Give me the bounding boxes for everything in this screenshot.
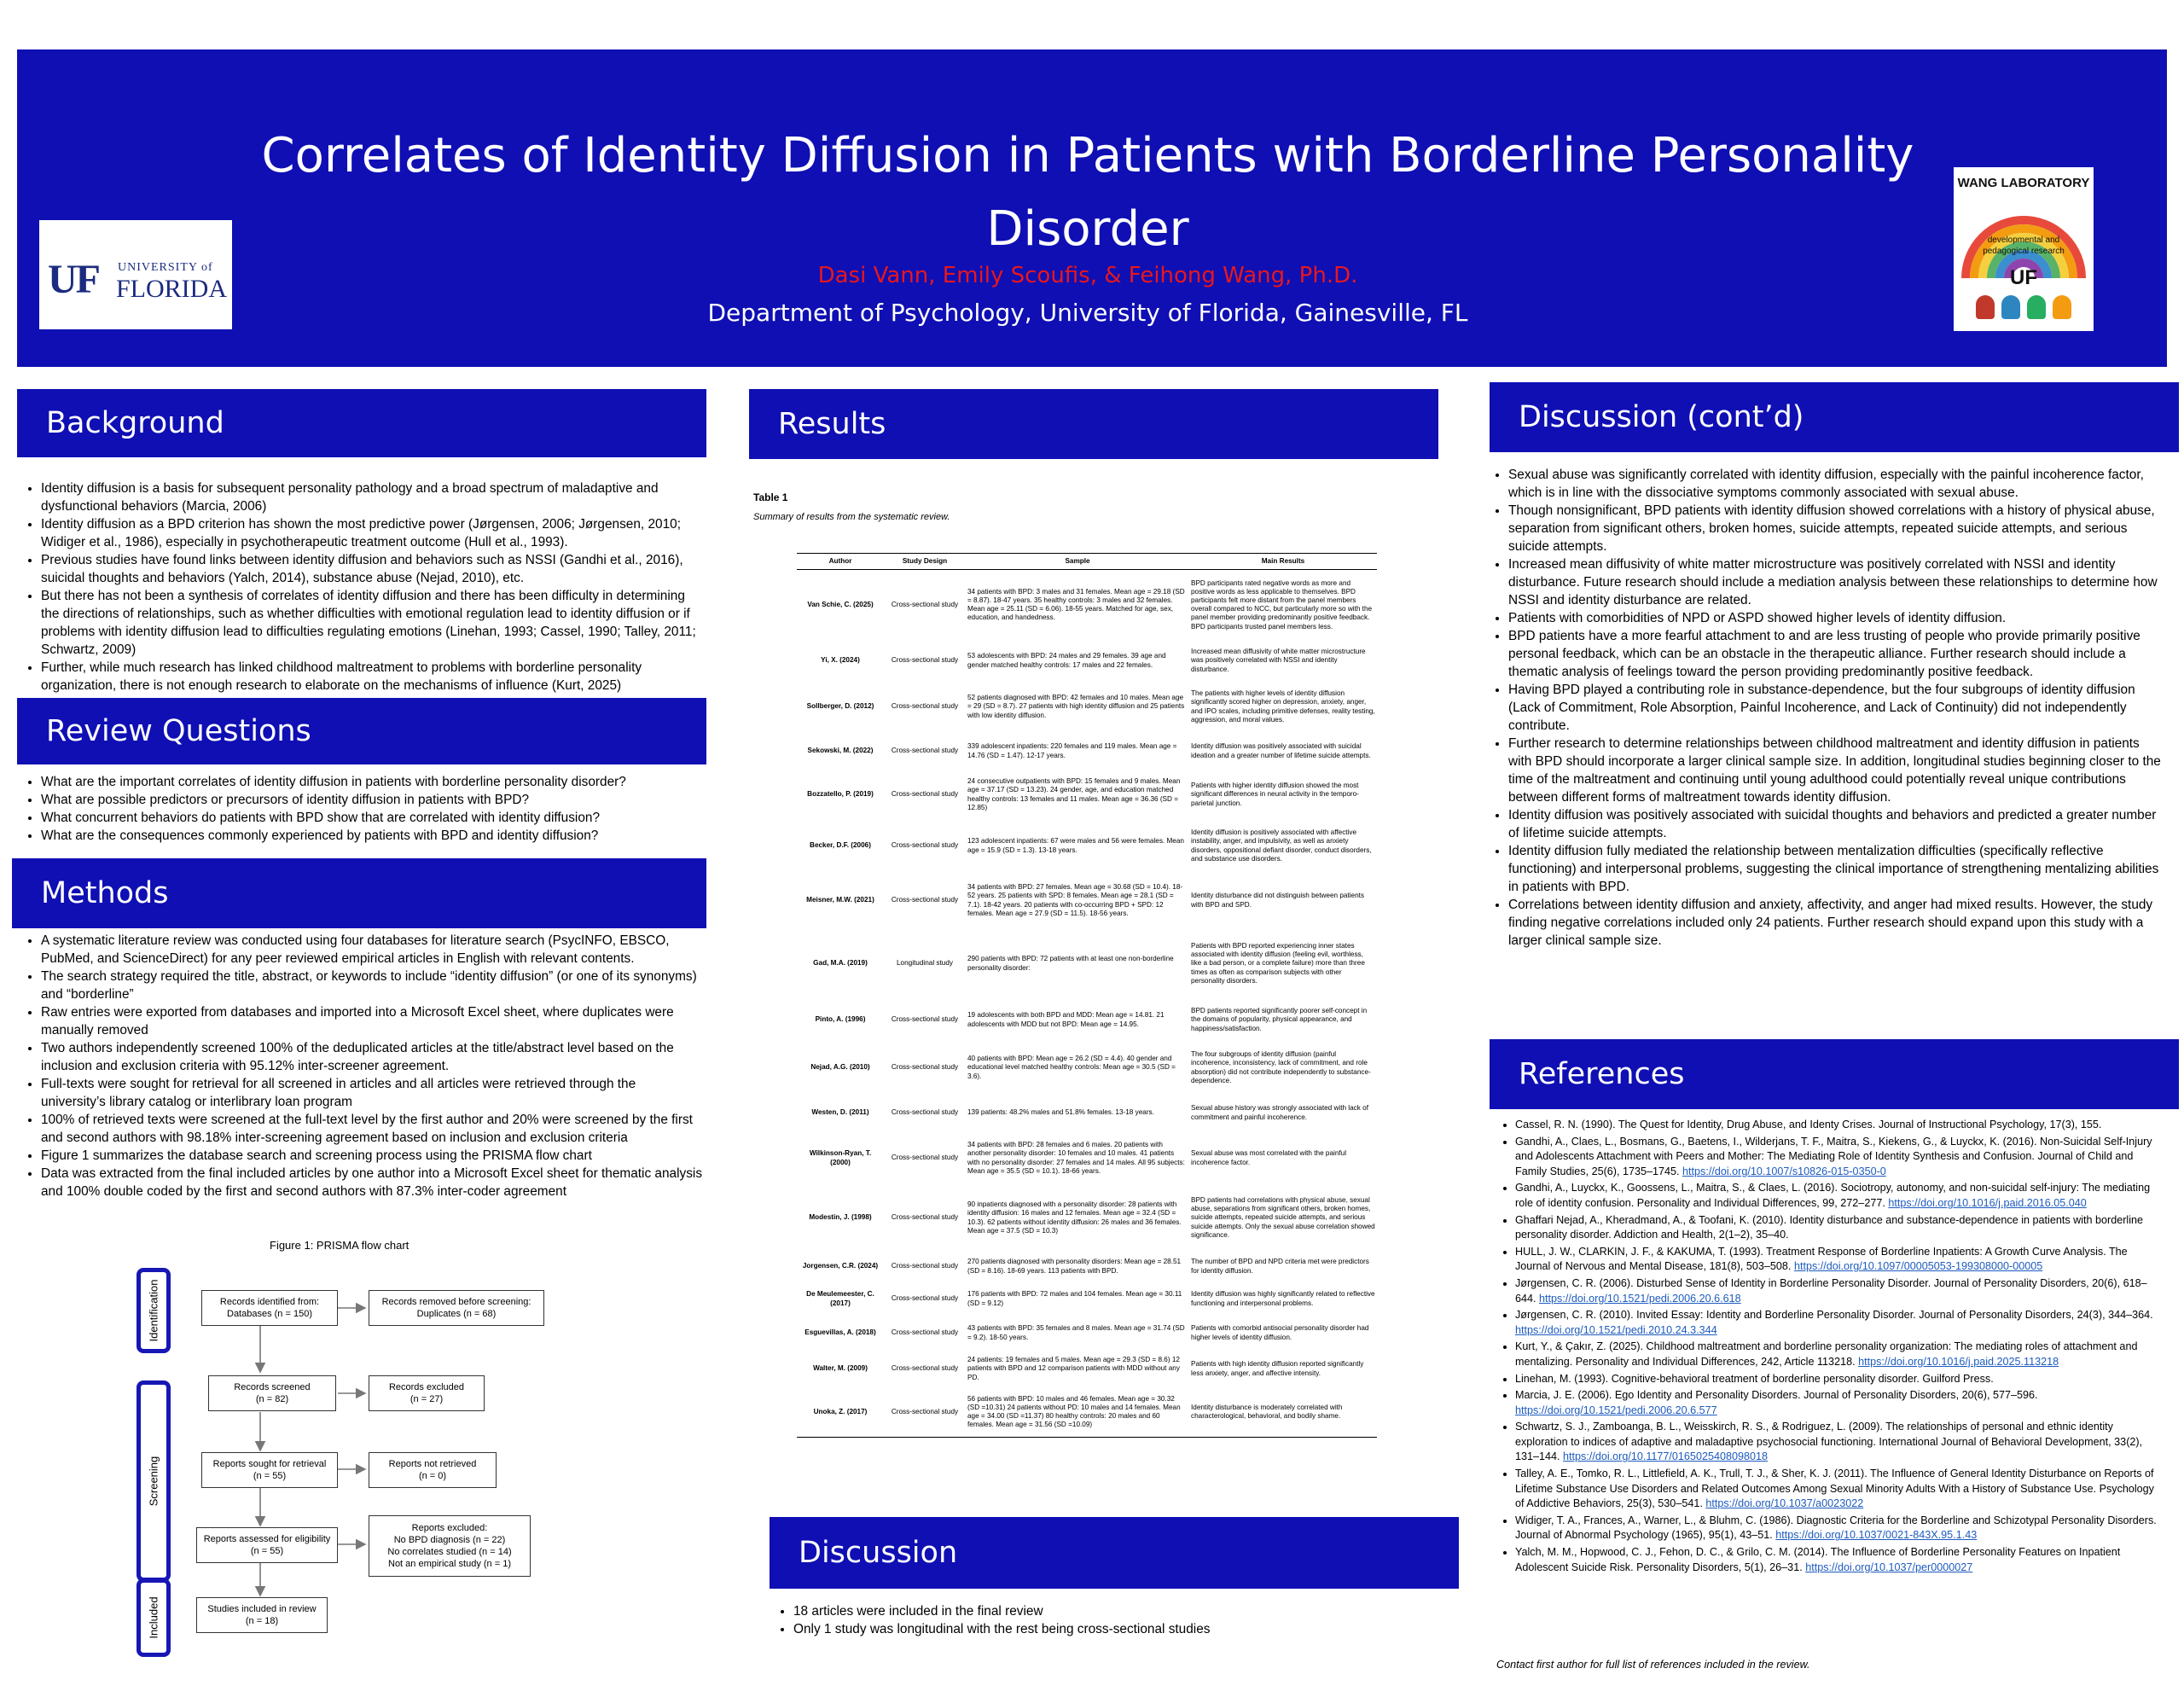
review-questions-title: Review Questions [46,714,311,748]
prisma-reports-not-retrieved: Reports not retrieved (n = 0) [369,1452,497,1488]
table-row: Westen, D. (2011) Cross-sectional study 139 patients: 48.2% males and 51.8% females. 13-18 years. Sexual abuse history was strongly associated with lack of commitment and painful incoherence. [811,1104,1368,1121]
table-row: Wilkinson-Ryan, T. (2000) Cross-sectional study 34 patients with BPD: 28 females and 6 males. 20 patients with another personality disorder: 10 females and 10 males. 41 patients with no personality disorder: 27 females and 14 males. All 95 subjects: Mean age = 35.5 (SD = 10.1). 18-66 years. Sexual abuse was most correlated with the painful incoherence factor. [809,1141,1347,1175]
table-header-row [797,554,1377,570]
reference-item: • Schwartz, S. J., Zamboanga, B. L., Weisskirch, R. S., & Rodriguez, L. (2009). The relationships of personal and ethnic identity exploration to indices of adaptive and maladaptive psychosocial functioning. International Journal of Behavioral Development, 33(2), 131–144. https://doi.org/10.1177/0165025408098018 [1515,1420,2157,1465]
list-item: • Two authors independently screened 100% of the deduplicated articles at the title/abstract level based on the inclusion and exclusion criteria with 95.12% inter-screener agreement. [41,1039,703,1075]
table-row: De Meulemeester, C. (2017) Cross-sectional study 176 patients with BPD: 72 males and 104 females. Mean age = 30.11 (SD = 9.12) Identity diffusion was highly significantly related to reflective functioning and interpersonal problems. [806,1290,1375,1307]
list-item: • Identity diffusion is a basis for subsequent personality pathology and a broad spectrum of maladaptive and dysfunctional behaviors (Marcia, 2006) [41,480,703,515]
reference-item: • Cassel, R. N. (1990). The Quest for Identity, Drug Abuse, and Identy Crises. Journal of Instructional Psychology, 17(3), 155. [1515,1118,2157,1133]
discussion-cont-body [1488,466,2162,950]
background-body [20,480,703,698]
reference-item: • Kurt, Y., & Çakır, Z. (2025). Childhood maltreatment and borderline personality organization: The mediating roles of attachment and mentalizing. Personality and Individual Differences, 242, Article 113218. https://doi.org/10.1016/j.paid.2025.113218 [1515,1340,2157,1369]
reference-item: • Linehan, M. (1993). Cognitive-behavioral treatment of borderline personality disorder. Guilford Press. [1515,1372,2157,1387]
doi-link[interactable]: https://doi.org/10.1037/per0000027 [1805,1561,1973,1573]
references-body [1495,1118,2157,1577]
list-item: • Sexual abuse was significantly correlated with identity diffusion, especially with the painful incoherence factor, which is in line with the dissociative symptoms commonly associated with sexual abuse. [1508,466,2162,502]
list-item: • Identity diffusion as a BPD criterion has shown the most predictive power (Jørgensen, 2006; Jørgensen, 2010; Widiger et al., 1986), especially in psychotherapeutic treatment outcome (Hull et al., 1993). [41,515,703,551]
table-row: Nejad, A.G. (2010) Cross-sectional study 40 patients with BPD: Mean age = 26.2 (SD = 4.4). 40 gender and educational level matched healthy controls: Mean age = 30.5 (SD = 3.6). The four subgroups of identity diffusion (painful incoherence, inconsistency, lack of commitment, and role absorption) did not contribute independently to substance-dependence. [810,1050,1371,1084]
poster-affiliation: Department of Psychology, University of Florida, Gainesville, FL [707,299,1468,327]
table-row: Modestin, J. (1998) Cross-sectional study 90 inpatients diagnosed with a personality disorder: 28 patients with identity diffusion: 16 males and 12 females. Mean age = 32.4 (SD = 10.3). 62 patients without identity diffusion: 26 males and 36 females. Mean age = 37.5 (SD = 10.3) BPD patients had correlations with physical abuse, sexual abuse, separations from significant others, broken homes, suicide attempts, repeated suicide attempts, and serious suicide attempts. Only the sexual abuse correlation showed significance. [809,1195,1375,1239]
results-title: Results [778,407,886,441]
results-table-body [797,570,1377,1438]
table-row: Becker, D.F. (2006) Cross-sectional study 123 adolescent inpatients: 67 were males and 56 were females. Mean age = 15.9 (SD = 1.3). 13-18 years. Identity diffusion is positively associated with affective instability, anger, and impulsivity, as well as anxiety disorders, oppositional defiant disorder, conduct disorders, and substance use disorders. [810,828,1372,863]
reference-item: • Gandhi, A., Claes, L., Bosmans, G., Baetens, I., Wilderjans, T. F., Maitra, S., Kiekens, G., & Luyckx, K. (2016). Non-Suicidal Self-Injury and Adolescents Attachment with Peers and Mother: The Mediating Role of Identity Synthesis and Confusion. Journal of Child and Family Studies, 25(6), 1735–1745. https://doi.org/10.1007/s10826-015-0350-0 [1515,1135,2157,1180]
background-header [17,389,706,457]
column-header: Study Design [884,554,966,570]
doi-link[interactable]: https://doi.org/10.1097/00005053-199308000-00005 [1793,1260,2043,1273]
reference-item: • Talley, A. E., Tomko, R. L., Littlefield, A. K., Trull, T. J., & Sher, K. J. (2011). The Influence of General Identity Disturbance on Reports of Lifetime Substance Use Disorders and Related Outcomes Among Sexual Minority Adults With a History of Substance Use. Psychology of Addictive Behaviors, 25(3), 530–541. https://doi.org/10.1037/a0023022 [1515,1467,2157,1512]
list-item: • Further, while much research has linked childhood maltreatment to problems with borderline personality organization, there is not enough research to elaborate on the mechanisms of influence (Kurt, 2025) [41,659,703,695]
column-header: Main Results [1189,554,1377,570]
table-row: Van Schie, C. (2025) Cross-sectional study 34 patients with BPD: 3 males and 31 females. Mean age = 29.18 (SD = 8.87). 18-47 years. 35 healthy controls: 3 males and 32 females. Mean age = 25.11 (SD = 6.06). 18-55 years. Matched for age, sex, education, and handedness. BPD participants rated negative words as more and positive words as less applicable to themselves. BPD participants felt more distant from the panel members overall compared to NCC, but particularly more so with the panel member providing predominantly positive feedback. BPD participants trusted panel members less. [807,578,1373,631]
children-icon [1976,295,2071,321]
poster-authors: Dasi Vann, Emily Scoufis, & Feihong Wang, Ph.D. [817,263,1358,288]
reference-item: • Marcia, J. E. (2006). Ego Identity and Personality Disorders. Journal of Personality Disorders, 20(6), 577–596. https://doi.org/10.1521/pedi.2006.20.6.577 [1515,1388,2157,1418]
reference-item: • Widiger, T. A., Frances, A., Warner, L., & Bluhm, C. (1986). Diagnostic Criteria for the Borderline and Schizotypal Personality Disorders. Journal of Abnormal Psychology (1965), 95(1), 43–51. https://doi.org/10.1037/0021-843X.95.1.43 [1515,1514,2157,1543]
reference-item: • HULL, J. W., CLARKIN, J. F., & KAKUMA, T. (1993). Treatment Response of Borderline Inpatients: A Growth Curve Analysis. The Journal of Nervous and Mental Disease, 181(8), 503–508. https://doi.org/10.1097/00005053-199308000-00005 [1515,1245,2157,1275]
references-title: References [1519,1057,1685,1091]
doi-link[interactable]: https://doi.org/10.1037/a0023022 [1705,1497,1864,1510]
doi-link[interactable]: https://doi.org/10.1521/pedi.2006.20.6.618 [1539,1292,1741,1305]
column-header: Sample [966,554,1189,570]
discussion-cont-list [1488,466,2162,950]
prisma-records-identified: Records identified from: Databases (n = 150) [201,1290,338,1326]
list-item: • BPD patients have a more fearful attachment to and are less trusting of people who provide primarily positive personal feedback, which can be an obstacle in the therapeutic alliance. Further research should include a thematic analysis of feelings toward the person providing predominantly positive feedback. [1508,627,2162,681]
list-item: • What are the important correlates of identity diffusion in patients with borderline personality disorder? [41,773,703,791]
list-item: • What concurrent behaviors do patients with BPD show that are correlated with identity diffusion? [41,809,703,827]
doi-link[interactable]: https://doi.org/10.1016/j.paid.2016.05.040 [1888,1196,2087,1209]
background-title: Background [46,406,224,440]
prisma-studies-included: Studies included in review (n = 18) [196,1597,328,1633]
methods-title: Methods [41,876,169,910]
list-item: • A systematic literature review was conducted using four databases for literature search (PsycINFO, EBSCO, PubMed, and ScienceDirect) for any peer reviewed empirical articles in English with relevant contents. [41,932,703,968]
table-caption: Summary of results from the systematic review. [753,512,950,522]
list-item: • Identity diffusion was positively associated with suicidal thoughts and behaviors and predicted a greater number of lifetime suicide attempts. [1508,806,2162,842]
review-questions-header [17,698,706,764]
doi-link[interactable]: https://doi.org/10.1016/j.paid.2025.113218 [1858,1355,2059,1368]
prisma-reports-assessed: Reports assessed for eligibility (n = 55) [196,1527,338,1563]
discussion-title: Discussion [799,1536,958,1570]
table-row: Sekowski, M. (2022) Cross-sectional study 339 adolescent inpatients: 220 females and 119 males. Mean age = 14.76 (SD = 1.47). 12-17 years. Identity diffusion was positively associated with suicidal ideation and a greater number of lifetime suicide attempts. [807,742,1371,759]
table-row: Walter, M. (2009) Cross-sectional study 24 patients: 19 females and 5 males. Mean age = 29.3 (SD = 8.6) 12 patients with BPD and 12 comparison patients with MDD without any PD. Patients with high identity diffusion reported significantly less anxiety, anger, and affective intensity. [813,1356,1364,1381]
prisma-reports-sought: Reports sought for retrieval (n = 55) [201,1452,338,1488]
references-footer: Contact first author for full list of references included in the review. [1496,1659,1810,1671]
reference-item: • Gandhi, A., Luyckx, K., Goossens, L., Maitra, S., & Claes, L. (2016). Sociotropy, autonomy, and non-suicidal self-injury: The mediating role of identity confusion. Personality and Individual Differences, 99, 272–277. https://doi.org/10.1016/j.paid.2016.05.040 [1515,1181,2157,1211]
list-item: • What are the consequences commonly experienced by patients with BPD and identity diffusion? [41,827,703,845]
list-item: • Raw entries were exported from databases and imported into a Microsoft Excel sheet, where duplicates were manually removed [41,1003,703,1039]
methods-body [20,932,703,1200]
background-list [20,480,703,695]
prisma-side-identification: Identification [136,1268,171,1353]
list-item: • Though nonsignificant, BPD patients with identity diffusion showed correlations with a history of physical abuse, separation from significant others, broken homes, suicide attempts, repeated suicide attempts, and serious suicide attempts. [1508,502,2162,555]
wang-logo-title: WANG LABORATORY [1957,176,2090,190]
references-list [1495,1118,2157,1575]
uf-logo [39,220,232,329]
table-label: Table 1 [753,491,788,503]
column-header: Author [797,554,884,570]
prisma-side-included: Included [136,1578,171,1657]
wang-logo-line1: developmental and [1987,235,2060,245]
doi-link[interactable]: https://doi.org/10.1037/0021-843X.95.1.43 [1775,1529,1978,1542]
uf-logo-florida: FLORIDA [116,275,228,303]
table-row: Esguevillas, A. (2018) Cross-sectional study 43 patients with BPD: 35 females and 8 males. Mean age = 31.74 (SD = 9.2). 18-50 years. Patients with comorbid antisocial personality disorder had higher levels of identity diffusion. [804,1324,1369,1341]
reference-item: • Ghaffari Nejad, A., Kheradmand, A., & Toofani, K. (2010). Identity disturbance and substance-dependence in patients with borderline personality disorder. Addiction and Health, 2(1–2), 35–40. [1515,1213,2157,1243]
doi-link[interactable]: https://doi.org/10.1007/s10826-015-0350-0 [1682,1165,1886,1177]
table-row: Bozzatello, P. (2019) Cross-sectional study 24 consecutive outpatients with BPD: 15 females and 9 males. Mean age = 37.17 (SD = 13.23). 24 gender, age, and education matched healthy controls: 13 females and 11 males. Mean age = 36.36 (SD = 12.85) Patients with higher identity diffusion showed the most significant differences in neural activity in the temporo-parietal junction. [807,777,1359,811]
list-item: • Correlations between identity diffusion and anxiety, affectivity, and anger had mixed results. However, the study finding negative correlations included only 24 patients. Further research should expand upon this study with a larger clinical sample size. [1508,896,2162,950]
list-item: • Patients with comorbidities of NPD or ASPD showed higher levels of identity diffusion. [1508,609,2162,627]
table-row: Meisner, M.W. (2021) Cross-sectional study 34 patients with BPD: 27 females. Mean age = 30.68 (SD = 10.4). 18-52 years. 25 patients with SPD: 8 females. Mean age = 28.1 (SD = 7.1). 18-42 years. 20 patients with co-occurring BPD + SPD: 12 females. Mean age = 27.9 (SD = 11.5). 18-56 years. Identity disturbance did not distinguish between patients with BPD and SPD. [806,883,1365,917]
prisma-side-screening: Screening [136,1380,171,1582]
doi-link[interactable]: https://doi.org/10.1177/0165025408098018 [1563,1450,1768,1463]
poster-title: Correlates of Identity Diffusion in Patients with Borderline Personality Disorder [261,128,1914,257]
wang-logo-line2: pedagogical research [1983,247,2065,256]
list-item: • Having BPD played a contributing role in substance-dependence, but the four subgroups of identity diffusion (Lack of Commitment, Role Absorption, Painful Incoherence, and Lack of Continuity) did not independently contribute. [1508,681,2162,735]
methods-header [12,858,706,928]
list-item: • But there has not been a synthesis of correlates of identity diffusion and there has been difficulty in determining the directions of relationships, such as whether difficulties with emotional regulation lead to identity diffusion or if problems with identity diffusion lead to difficulties regulating emotions (Linehan, 1993; Cassel, 1990; Talley, 2011; Schwartz, 2009) [41,587,703,659]
list-item: • The search strategy required the title, abstract, or keywords to include “identity diffusion” (or one of its synonyms) and “borderline” [41,968,703,1003]
discussion-cont-header [1490,382,2179,452]
list-item: • Further research to determine relationships between childhood maltreatment and identity diffusion in patients with BPD should incorporate a larger clinical sample size. In addition, longitudinal studies beginning closer to the time of the maltreatment and continuing until young adulthood could potentially reveal unique contributions between different forms of maltreatment towards identity diffusion. [1508,735,2162,806]
table-row: Jorgensen, C.R. (2024) Cross-sectional study 270 patients diagnosed with personality disorders: Mean age = 28.51 (SD = 8.16). 18-69 years. 113 patients with BPD. The number of BPD and NPD criteria met were predictors for identity diffusion. [802,1258,1369,1275]
reference-item: • Jørgensen, C. R. (2006). Disturbed Sense of Identity in Borderline Personality Disorder. Journal of Personality Disorders, 20(6), 618–644. https://doi.org/10.1521/pedi.2006.20.6.618 [1515,1276,2157,1306]
list-item: • Data was extracted from the final included articles by one author into a Microsoft Excel sheet for thematic analysis and 100% double coded by the first and second authors with 87.3% inter-coder agreement [41,1165,703,1200]
results-table-wrap [797,553,1377,1438]
list-item: • Full-texts were sought for retrieval for all screened in articles and all articles were retrieved through the university’s library catalog or interlibrary loan program [41,1075,703,1111]
results-table [797,553,1377,1438]
reference-item: • Yalch, M. M., Hopwood, C. J., Fehon, D. C., & Grilo, C. M. (2014). The Influence of Borderline Personality Features on Inpatient Adolescent Suicide Risk. Personality Disorders, 5(1), 26–31. https://doi.org/10.1037/per0000027 [1515,1545,2157,1575]
list-item: • Identity diffusion fully mediated the relationship between mentalization difficulties (specifically reflective functioning) and interpersonal problems, suggesting the clinical importance of strengthening mentalizing abilities in patients with BPD. [1508,842,2162,896]
list-item: • Increased mean diffusivity of white matter microstructure was positively correlated with NSSI and identity disturbance. Future research should include a mediation analysis between these relationships to determine how NSSI and identity disturbance are related. [1508,555,2162,609]
results-header [749,389,1438,459]
wang-logo-uf: UF [2010,266,2037,289]
list-item: • What are possible predictors or precursors of identity diffusion in patients with BPD? [41,791,703,809]
list-item: • Only 1 study was longitudinal with the rest being cross-sectional studies [793,1620,1455,1638]
table-row: Pinto, A. (1996) Cross-sectional study 19 adolescents with both BPD and MDD: Mean age = 14.81. 21 adolescents with MDD but not BPD: Mean age = 14.95. BPD patients reported significantly poorer self-concept in the domains of popularity, physical appearance, and happiness/satisfaction. [815,1007,1368,1032]
prisma-records-excluded: Records excluded (n = 27) [369,1375,485,1411]
uf-logo-mark: UF [48,257,99,302]
doi-link[interactable]: https://doi.org/10.1521/pedi.2010.24.3.344 [1515,1323,1717,1336]
discussion-body [773,1602,1455,1638]
list-item: • 100% of retrieved texts were screened at the full-text level by the first author and 20% were screened by the first and second authors with 98.18% inter-screening agreement based on inclusion and exclusion criteria [41,1111,703,1147]
prisma-records-screened: Records screened (n = 82) [208,1375,336,1411]
review-questions-list [20,773,703,845]
list-item: • Figure 1 summarizes the database search and screening process using the PRISMA flow chart [41,1147,703,1165]
review-questions-body [20,773,703,845]
discussion-header [770,1517,1459,1589]
list-item: • Previous studies have found links between identity diffusion and behaviors such as NSSI (Gandhi et al., 2016), suicidal thoughts and behaviors (Yalch, 2014), substance abuse (Nejad, 2010), etc. [41,551,703,587]
wang-lab-logo [1954,167,2094,331]
uf-logo-university: UNIVERSITY of [118,261,213,274]
doi-link[interactable]: https://doi.org/10.1521/pedi.2006.20.6.577 [1515,1404,1717,1416]
prisma-flowchart [136,1268,563,1660]
discussion-list [773,1602,1455,1638]
prisma-reports-excluded: Reports excluded: No BPD diagnosis (n = 22) No correlates studied (n = 14) Not an empirical study (n = 1) [369,1515,531,1577]
discussion-cont-title: Discussion (cont’d) [1519,400,1804,434]
table-row: Unoka, Z. (2017) Cross-sectional study 56 patients with BPD: 10 males and 46 females. Mean age = 30.32 (SD =10.31) 24 patients without PD: 10 males and 14 females. Mean age = 34.00 (SD =11.37) 80 healthy controls: 20 males and 60 females. Mean age = 31.56 (SD =10.09) Identity disturbance is moderately correlated with characterological, behavioral, and bodily shame. [797,1388,1377,1438]
prisma-records-removed: Records removed before screening: Duplicates (n = 68) [369,1290,544,1326]
table-row: Sollberger, D. (2012) Cross-sectional study 52 patients diagnosed with BPD: 42 females and 10 males. Mean age = 29 (SD = 8.7). 27 patients with high identity diffusion and 25 patients with low identity diffusion. The patients with higher levels of identity diffusion significantly scored higher on depression, anxiety, anger, and IPO scales, including primitive defenses, reality testing, aggression, and moral values. [806,689,1375,724]
methods-list [20,932,703,1200]
list-item: • 18 articles were included in the final review [793,1602,1455,1620]
references-header [1490,1039,2179,1109]
table-row: Yi, X. (2024) Cross-sectional study 53 adolescents with BPD: 24 males and 29 females. 39 age and gender matched healthy controls: 17 males and 22 females. Increased mean diffusivity of white matter microstructure was positively correlated with NSSI and identity disturbance. [821,648,1366,673]
figure-caption: Figure 1: PRISMA flow chart [270,1239,410,1252]
table-row: Gad, M.A. (2019) Longitudinal study 290 patients with BPD: 72 patients with at least one non-borderline personality disorder: Patients with BPD reported experiencing inner states associated with identity diffusion (feeling evil, worthless, like a bad person, or a complete failure) more than three times as often as comparison subjects with other personality disorders. [813,941,1365,985]
reference-item: • Jørgensen, C. R. (2010). Invited Essay: Identity and Borderline Personality Disorder. Journal of Personality Disorders, 24(3), 344–364. https://doi.org/10.1521/pedi.2010.24.3.344 [1515,1308,2157,1338]
